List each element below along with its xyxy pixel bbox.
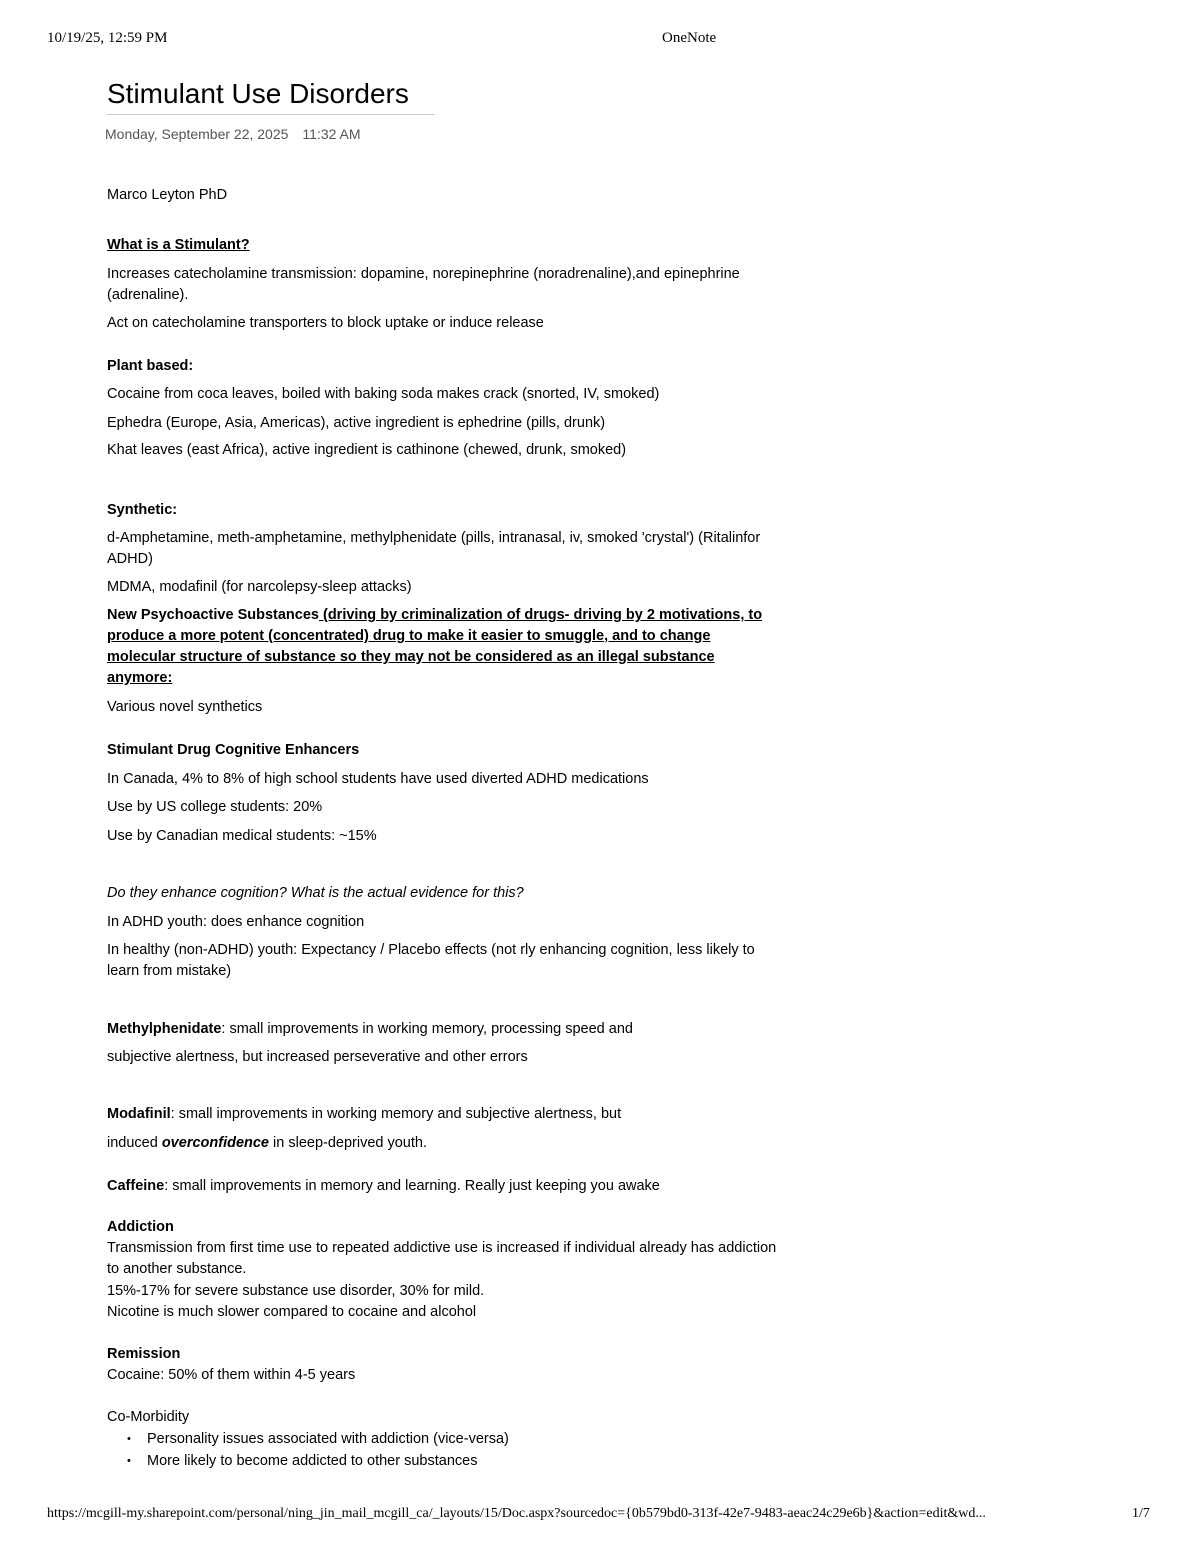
- page-title: Stimulant Use Disorders: [107, 78, 435, 115]
- modafinil-text-2b: in sleep-deprived youth.: [269, 1135, 427, 1151]
- heading-cognitive-enhancers: Stimulant Drug Cognitive Enhancers: [107, 742, 360, 758]
- list-item: • Personality issues associated with addiction (vice-versa): [127, 1428, 509, 1450]
- paragraph-what-2: Act on catecholamine transporters to block uptake or induce release: [107, 315, 544, 331]
- paragraph-plant-2: Ephedra (Europe, Asia, Americas), active ingredient is ephedrine (pills, drunk): [107, 415, 606, 431]
- methylphenidate-term: Methylphenidate: [107, 1021, 222, 1037]
- paragraph-addiction-1: Transmission from first time use to repeated addictive use is increased if individual already has addiction to another substance.: [107, 1240, 777, 1277]
- heading-plant-based: Plant based:: [107, 358, 194, 374]
- paragraph-addiction-3: Nicotine is much slower compared to cocaine and alcohol: [107, 1304, 477, 1320]
- paragraph-healthy-youth: In healthy (non-ADHD) youth: Expectancy / Placebo effects (not rly enhancing cognition, less likely to learn from mistake): [107, 942, 755, 979]
- print-footer-url: https://mcgill-my.sharepoint.com/personal/ning_jin_mail_mcgill_ca/_layouts/15/Doc.aspx?sourcedoc={0b579bd0-313f-42e7-9483-aeac24c29e6b}&action=edit&wd...: [47, 1506, 986, 1521]
- paragraph-methylphenidate-2: subjective alertness, but increased perseverative and other errors: [107, 1049, 528, 1065]
- paragraph-what-1: Increases catecholamine transmission: dopamine, norepinephrine (noradrenaline),and epinephrine (adrenaline).: [107, 266, 740, 303]
- paragraph-caffeine: [107, 1176, 787, 1197]
- paragraph-adhd-youth: In ADHD youth: does enhance cognition: [107, 914, 365, 930]
- paragraph-nps-1: Various novel synthetics: [107, 699, 263, 715]
- modafinil-emphasis: overconfidence: [161, 1135, 269, 1151]
- paragraph-modafinil-2: [107, 1133, 787, 1154]
- nps-heading-text: New Psychoactive Substances: [107, 607, 319, 623]
- nps-heading-note: (driving by criminalization of drugs- driving by 2 motivations, to produce a more potent (concentrated) drug to make it easier to smuggle, and to change molecular structure of substance so they may not be considered as an illegal substance anymore:: [107, 607, 763, 686]
- paragraph-enhancers-2: Use by US college students: 20%: [107, 799, 323, 815]
- list-item: • More likely to become addicted to other substances: [127, 1450, 509, 1472]
- comorbidity-list: [127, 1428, 509, 1472]
- paragraph-synthetic-1: d-Amphetamine, meth-amphetamine, methylphenidate (pills, intranasal, iv, smoked 'crystal') (Ritalinfor ADHD): [107, 530, 761, 567]
- caffeine-term: Caffeine: [107, 1178, 165, 1194]
- print-header-datetime: 10/19/25, 12:59 PM: [47, 30, 168, 46]
- methylphenidate-text-1: : small improvements in working memory, processing speed and: [221, 1021, 633, 1037]
- paragraph-modafinil-1: [107, 1104, 787, 1125]
- print-header-app: OneNote: [662, 30, 717, 46]
- question-line: Do they enhance cognition? What is the actual evidence for this?: [107, 885, 524, 901]
- heading-addiction: Addiction: [107, 1219, 174, 1235]
- modafinil-text-2a: induced: [107, 1135, 162, 1151]
- paragraph-enhancers-3: Use by Canadian medical students: ~15%: [107, 828, 377, 844]
- page-datetime: [105, 126, 361, 142]
- author-line: Marco Leyton PhD: [107, 187, 228, 203]
- paragraph-addiction-2: 15%-17% for severe substance use disorder, 30% for mild.: [107, 1283, 485, 1299]
- paragraph-synthetic-2: MDMA, modafinil (for narcolepsy-sleep attacks): [107, 579, 412, 595]
- heading-new-psychoactive-substances: [107, 605, 775, 689]
- paragraph-enhancers-1: In Canada, 4% to 8% of high school students have used diverted ADHD medications: [107, 771, 649, 787]
- paragraph-remission-1: Cocaine: 50% of them within 4-5 years: [107, 1367, 356, 1383]
- paragraph-plant-3: Khat leaves (east Africa), active ingredient is cathinone (chewed, drunk, smoked): [107, 442, 627, 458]
- modafinil-term: Modafinil: [107, 1106, 171, 1122]
- paragraph-methylphenidate-1: [107, 1019, 787, 1040]
- modafinil-text-1: : small improvements in working memory and subjective alertness, but: [170, 1106, 622, 1122]
- heading-what-is-stimulant: What is a Stimulant?: [107, 237, 250, 253]
- print-footer-page-number: 1/7: [1132, 1506, 1150, 1521]
- paragraph-plant-1: Cocaine from coca leaves, boiled with baking soda makes crack (snorted, IV, smoked): [107, 386, 660, 402]
- page-date: Monday, September 22, 2025: [105, 126, 289, 142]
- heading-remission: Remission: [107, 1346, 181, 1362]
- page-time: 11:32 AM: [302, 126, 361, 142]
- heading-comorbidity: Co-Morbidity: [107, 1409, 190, 1425]
- heading-synthetic: Synthetic:: [107, 502, 178, 518]
- caffeine-text: : small improvements in memory and learning. Really just keeping you awake: [164, 1178, 660, 1194]
